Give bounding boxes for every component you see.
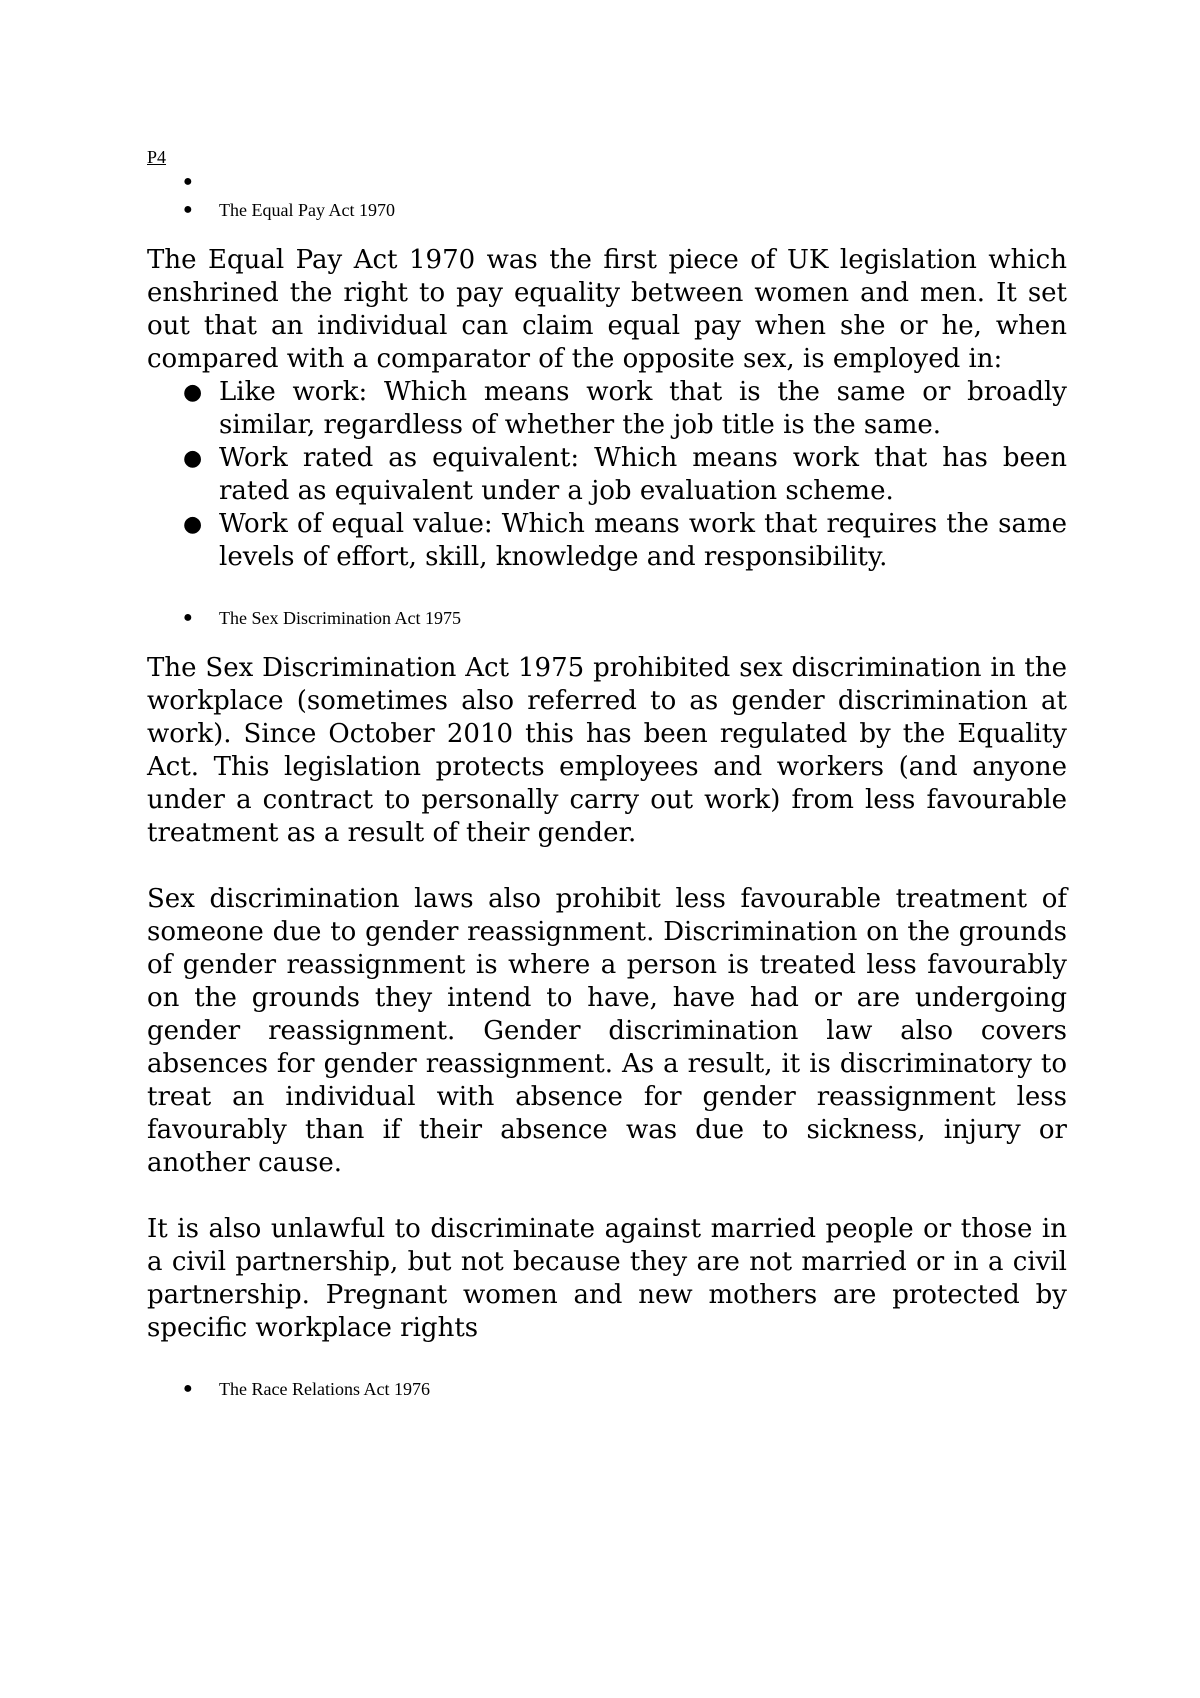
equal-pay-criteria-list — [147, 376, 1067, 574]
bullet-icon: ● — [183, 446, 203, 471]
section-heading-text: The Sex Discrimination Act 1975 — [219, 608, 461, 628]
sex-discrimination-paragraph: The Sex Discrimination Act 1975 prohibited sex discrimination in the workplace (sometimes also referred to as gender discrimination at work). Since October 2010 this has been regulated by the Equality Act. This legislation protects employees and workers (and anyone under a contract to personally carry out work) from less favourable treatment as a result of their gender. — [147, 653, 1067, 848]
equal-pay-intro: The Equal Pay Act 1970 was the first piece of UK legislation which enshrined the right to pay equality between women and men. It set out that an individual can claim equal pay when she or he, when compared with a comparator of the opposite sex, is employed in: — [147, 245, 1067, 374]
section3-heading-list — [147, 1375, 1067, 1403]
bullet-icon: ● — [183, 1380, 193, 1397]
section-heading-race-relations — [147, 1375, 1067, 1403]
criteria-item — [147, 508, 1067, 574]
bullet-icon: ● — [183, 512, 203, 537]
bullet-icon: ● — [183, 173, 193, 190]
section-heading-equal-pay — [147, 196, 1067, 224]
document-content — [147, 146, 1067, 1403]
marriage-paragraph: It is also unlawful to discriminate against married people or those in a civil partnership, but not because they are not married or in a civil partnership. Pregnant women and new mothers are protected by specific workplace rights — [147, 1214, 1067, 1343]
empty-list-item — [147, 168, 1067, 196]
bullet-icon: ● — [183, 609, 193, 626]
section2-heading-list — [147, 604, 1067, 632]
criteria-item-text: Like work: Which means work that is the same or broadly similar, regardless of whether the job title is the same. — [219, 377, 1067, 440]
bullet-icon: ● — [183, 201, 193, 218]
gender-reassignment-paragraph: Sex discrimination laws also prohibit less favourable treatment of someone due to gender reassignment. Discrimination on the grounds of gender reassignment is where a person is treated less favourably on the grounds they intend to have, have had or are undergoing gender reassignment. Gender discrimination law also covers absences for gender reassignment. As a result, it is discriminatory to treat an individual with absence for gender reassignment less favourably than if their absence was due to sickness, injury or another cause. — [147, 884, 1067, 1178]
criteria-item — [147, 442, 1067, 508]
section-heading-text: The Equal Pay Act 1970 — [219, 200, 395, 220]
section1-heading-list — [147, 168, 1067, 224]
criteria-item-text: Work rated as equivalent: Which means work that has been rated as equivalent under a job evaluation scheme. — [219, 443, 1067, 506]
section-heading-text: The Race Relations Act 1976 — [219, 1379, 430, 1399]
criteria-item — [147, 376, 1067, 442]
section-heading-sex-discrimination — [147, 604, 1067, 632]
page-label: P4 — [147, 147, 167, 167]
criteria-item-text: Work of equal value: Which means work that requires the same levels of effort, skill, knowledge and responsibility. — [219, 509, 1067, 572]
bullet-icon: ● — [183, 380, 203, 405]
